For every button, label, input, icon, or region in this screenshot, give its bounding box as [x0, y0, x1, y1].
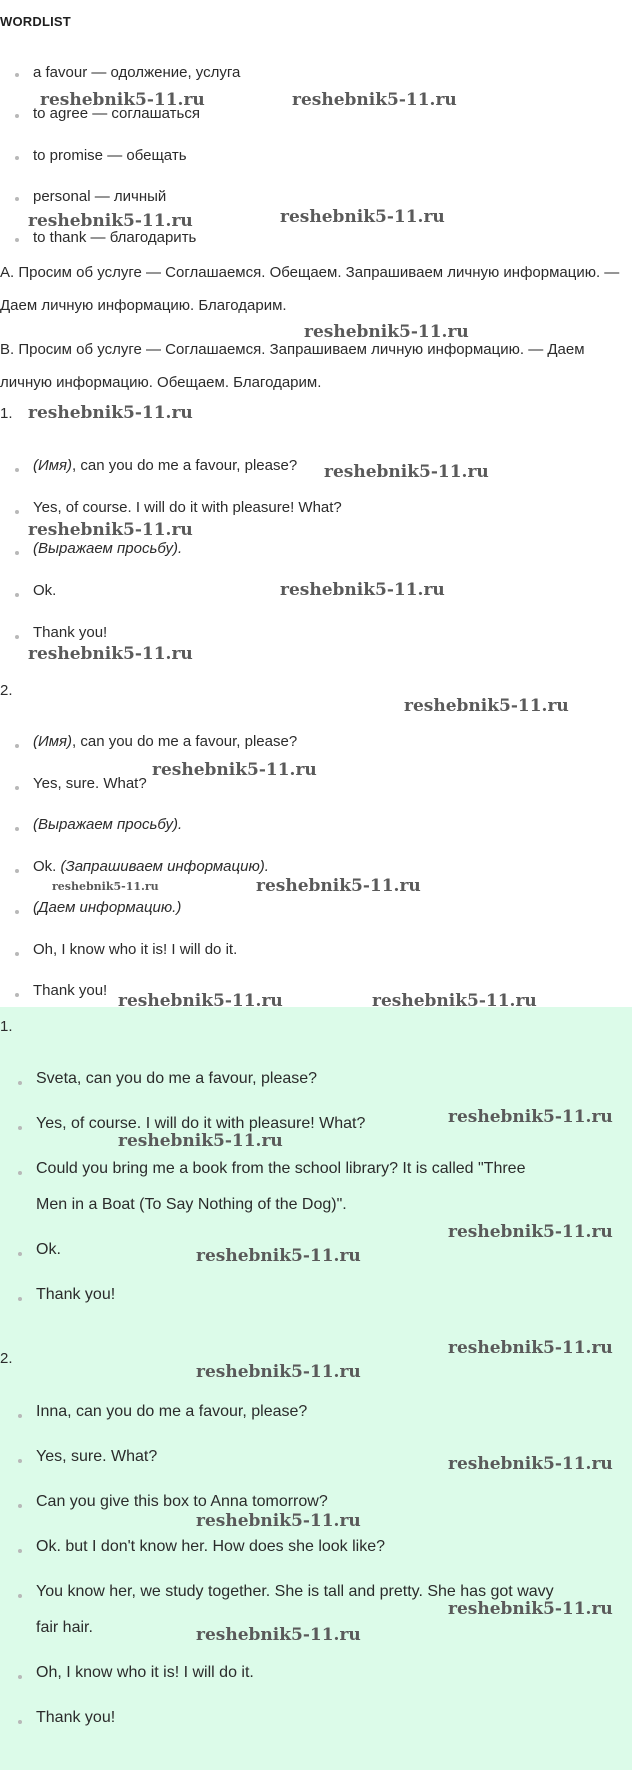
bullet — [15, 510, 19, 514]
bullet — [18, 1171, 22, 1175]
bullet — [15, 551, 19, 555]
answer-line: Can you give this box to Anna tomorrow? — [36, 1493, 328, 1510]
bullet — [15, 468, 19, 472]
answer-line: Inna, can you do me a favour, please? — [36, 1403, 308, 1420]
template-line: Thank you! — [33, 982, 108, 999]
answer-line-continued: Men in a Boat (To Say Nothing of the Dog)". — [36, 1196, 347, 1213]
bullet — [15, 827, 19, 831]
watermark: reshebnik5-11.ru — [404, 696, 569, 716]
template-line: Ok. (Запрашиваем информацию). — [33, 858, 269, 875]
watermark: reshebnik5-11.ru — [448, 1454, 613, 1474]
watermark: reshebnik5-11.ru — [52, 880, 159, 893]
watermark: reshebnik5-11.ru — [448, 1222, 613, 1242]
bullet — [18, 1720, 22, 1724]
watermark: reshebnik5-11.ru — [196, 1511, 361, 1531]
bullet — [15, 197, 19, 201]
wordlist-item: to agree — соглашаться — [33, 105, 200, 122]
wordlist-item: personal — личный — [33, 188, 167, 205]
watermark: reshebnik5-11.ru — [280, 207, 445, 227]
bullet — [18, 1459, 22, 1463]
watermark: reshebnik5-11.ru — [152, 760, 317, 780]
template-line: (Имя), can you do me a favour, please? — [33, 457, 298, 474]
bullet — [15, 952, 19, 956]
wordlist-item: a favour — одолжение, услуга — [33, 64, 241, 81]
bullet — [18, 1675, 22, 1679]
template-line: (Выражаем просьбу). — [33, 816, 183, 833]
wordlist-title: WORDLIST — [0, 14, 71, 29]
bullet — [15, 993, 19, 997]
watermark: reshebnik5-11.ru — [448, 1107, 613, 1127]
template-line: Ok. — [33, 582, 57, 599]
answer-line: Could you bring me a book from the school library? It is called "Three — [36, 1160, 526, 1177]
bullet — [18, 1081, 22, 1085]
bullet — [18, 1549, 22, 1553]
template-line: Yes, sure. What? — [33, 775, 147, 792]
answer-2-number: 2. — [0, 1350, 13, 1367]
plan-b: B. Просим об услуге — Соглашаемся. Запрашиваем личную информацию. — Даем личную информацию. Обещаем. Благодарим. — [0, 341, 585, 391]
bullet — [15, 635, 19, 639]
watermark: reshebnik5-11.ru — [280, 580, 445, 600]
wordlist-item: to thank — благодарить — [33, 229, 197, 246]
answer-line: You know her, we study together. She is tall and pretty. She has got wavy — [36, 1583, 554, 1600]
watermark: reshebnik5-11.ru — [28, 403, 193, 423]
watermark: reshebnik5-11.ru — [448, 1338, 613, 1358]
bullet — [18, 1504, 22, 1508]
bullet — [18, 1297, 22, 1301]
template-2-number: 2. — [0, 682, 13, 699]
bullet — [15, 73, 19, 77]
plan-a: A. Просим об услуге — Соглашаемся. Обещаем. Запрашиваем личную информацию. — Даем личную информацию. Благодарим. — [0, 264, 620, 314]
answer-line-continued: fair hair. — [36, 1619, 93, 1636]
bullet — [18, 1414, 22, 1418]
bullet — [18, 1252, 22, 1256]
answer-line: Oh, I know who it is! I will do it. — [36, 1664, 254, 1681]
watermark: reshebnik5-11.ru — [118, 991, 283, 1011]
watermark: reshebnik5-11.ru — [28, 644, 193, 664]
template-line: Yes, of course. I will do it with pleasure! What? — [33, 499, 342, 516]
answer-line: Ok. but I don't know her. How does she look like? — [36, 1538, 386, 1555]
answer-line: Yes, of course. I will do it with pleasure! What? — [36, 1115, 366, 1132]
watermark: reshebnik5-11.ru — [256, 876, 421, 896]
answer-line: Yes, sure. What? — [36, 1448, 158, 1465]
template-line: (Даем информацию.) — [33, 899, 182, 916]
template-line: Thank you! — [33, 624, 108, 641]
watermark: reshebnik5-11.ru — [196, 1362, 361, 1382]
watermark: reshebnik5-11.ru — [118, 1131, 283, 1151]
bullet — [15, 156, 19, 160]
bullet — [15, 593, 19, 597]
answer-line: Thank you! — [36, 1286, 116, 1303]
watermark: reshebnik5-11.ru — [40, 90, 205, 110]
watermark: reshebnik5-11.ru — [372, 991, 537, 1011]
bullet — [15, 744, 19, 748]
bullet — [15, 910, 19, 914]
watermark: reshebnik5-11.ru — [196, 1246, 361, 1266]
answer-line: Sveta, can you do me a favour, please? — [36, 1070, 318, 1087]
answer-line: Thank you! — [36, 1709, 116, 1726]
template-line: (Имя), can you do me a favour, please? — [33, 733, 298, 750]
bullet — [15, 238, 19, 242]
watermark: reshebnik5-11.ru — [196, 1625, 361, 1645]
answer-1-number: 1. — [0, 1018, 13, 1035]
bullet — [18, 1594, 22, 1598]
template-line: Oh, I know who it is! I will do it. — [33, 941, 238, 958]
template-1-number: 1. — [0, 405, 13, 422]
wordlist-item: to promise — обещать — [33, 147, 187, 164]
bullet — [15, 869, 19, 873]
template-line: (Выражаем просьбу). — [33, 540, 183, 557]
watermark: reshebnik5-11.ru — [292, 90, 457, 110]
answer-line: Ok. — [36, 1241, 61, 1258]
watermark: reshebnik5-11.ru — [448, 1599, 613, 1619]
bullet — [15, 786, 19, 790]
bullet — [18, 1126, 22, 1130]
watermark: reshebnik5-11.ru — [28, 520, 193, 540]
bullet — [15, 114, 19, 118]
watermark: reshebnik5-11.ru — [324, 462, 489, 482]
watermark: reshebnik5-11.ru — [304, 322, 469, 342]
watermark: reshebnik5-11.ru — [28, 211, 193, 231]
